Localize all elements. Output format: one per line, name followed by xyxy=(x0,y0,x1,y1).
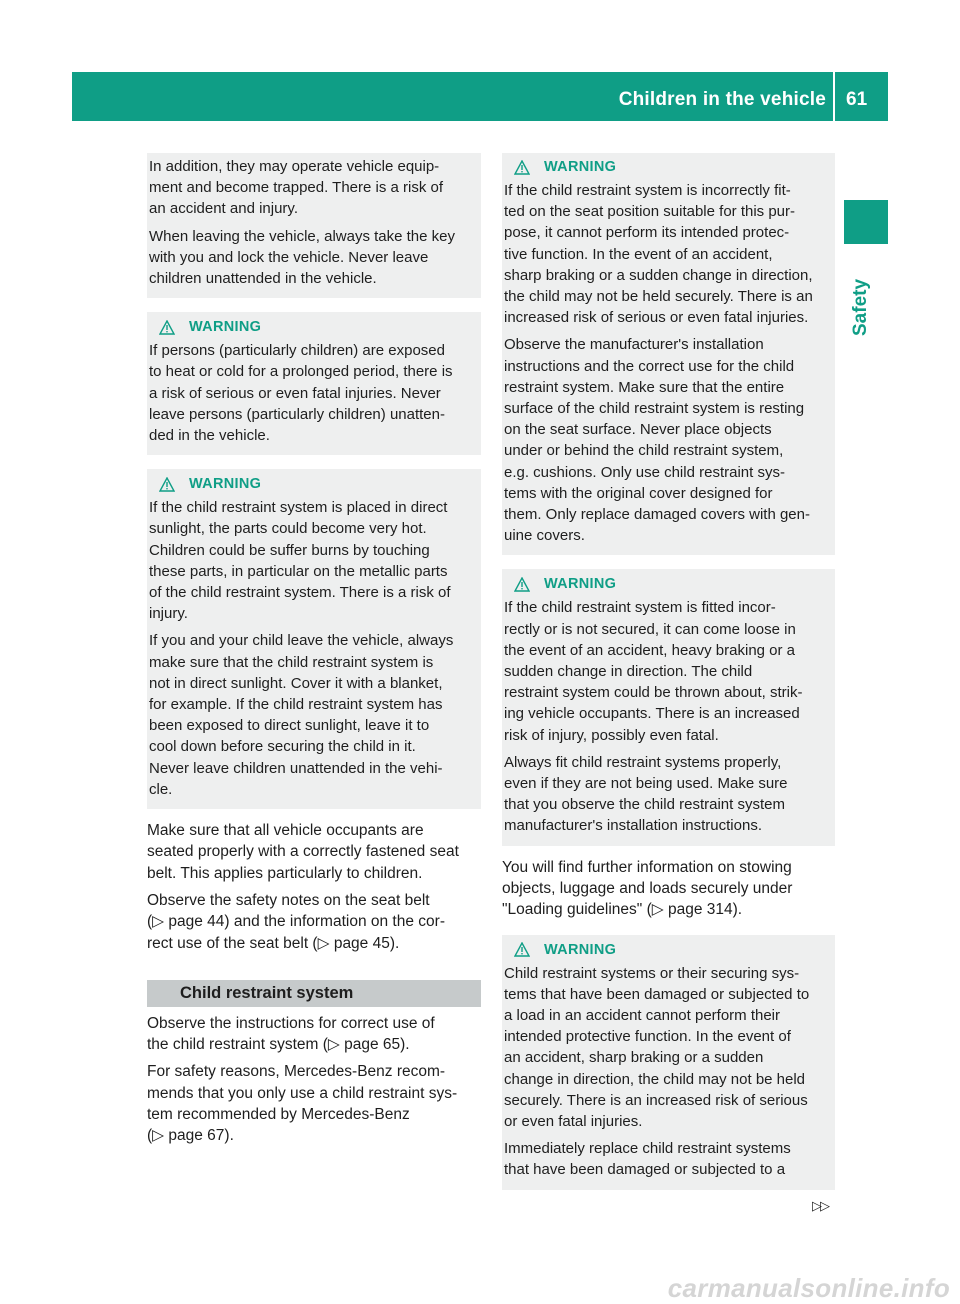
paragraph: Immediately replace child restraint systems that have been damaged or subjected to a xyxy=(504,1140,791,1179)
paragraph: When leaving the vehicle, always take the key with you and lock the vehicle. Never leave children unattended in the vehicle. xyxy=(149,227,455,288)
paragraph: If the child restraint system is fitted incor- rectly or is not secured, it can come loose in the event of an accident, heavy braking or a sudden change in direction. The child restraint system could be thrown about, strik- ing vehicle occupants. There is an increased risk of injury, possibly even fatal. xyxy=(504,599,803,744)
warning-header xyxy=(159,473,479,495)
warning-label: WARNING xyxy=(544,576,617,593)
paragraph: Always fit child restraint systems properly, even if they are not being used. Make sure that you observe the child restraint system manufacturer's installation instructions. xyxy=(504,753,788,835)
chapter-title: Children in the vehicle xyxy=(618,89,826,110)
paragraph: Observe the safety notes on the seat belt (▷ page 44) and the information on the cor- rect use of the seat belt (▷ page 45). xyxy=(147,891,445,952)
intro-note-box xyxy=(147,153,481,298)
watermark xyxy=(0,1271,960,1302)
warning-triangle-icon xyxy=(159,320,175,335)
paragraph: If the child restraint system is placed in direct sunlight, the parts could become very hot. Children could be suffer burns by touching these parts, in particular on the metallic parts of the child restraint system. There is a risk of injury. xyxy=(149,499,451,623)
warning-triangle-icon xyxy=(514,577,530,592)
paragraph: Observe the instructions for correct use of the child restraint system (▷ page 65). xyxy=(147,1014,435,1054)
paragraph: For safety reasons, Mercedes-Benz recom- mends that you only use a child restraint sys- tem recommended by Mercedes-Benz (▷ page 67). xyxy=(147,1063,458,1145)
header-divider xyxy=(833,72,835,121)
warning-box xyxy=(502,153,835,555)
page-number: 61 xyxy=(846,89,868,110)
warning-header xyxy=(159,316,479,338)
continue-arrow-icon: ▷▷ xyxy=(812,1198,828,1213)
warning-label: WARNING xyxy=(189,319,262,336)
paragraph: Observe the manufacturer's installation instructions and the correct use for the child restraint system. Make sure that the entire surface of the child restraint system is resting on the seat surface. Never place objects under or behind the child restraint system, e.g. cushions. Only use child restraint sys- tems with the original cover designed for them. Only replace damaged covers with gen- uine covers. xyxy=(504,336,810,545)
warning-box xyxy=(502,935,835,1190)
paragraph: Make sure that all vehicle occupants are seated properly with a correctly fastened seat belt. This applies particularly to children. xyxy=(147,822,459,882)
right-column xyxy=(502,153,835,1190)
warning-box xyxy=(147,469,481,809)
warning-header xyxy=(514,156,833,178)
paragraph: If persons (particularly children) are exposed to heat or cold for a prolonged period, there is a risk of serious or even fatal injuries. Never leave persons (particularly children) unatten- ded in the vehicle. xyxy=(149,342,453,445)
section-body xyxy=(147,1013,481,1147)
body-text xyxy=(502,857,835,921)
paragraph: In addition, they may operate vehicle equip- ment and become trapped. There is a risk of an accident and injury. xyxy=(149,158,444,218)
watermark-text: carmanualsonline.info xyxy=(667,1273,950,1303)
warning-label: WARNING xyxy=(189,476,262,493)
warning-header xyxy=(514,939,833,961)
side-tab-marker xyxy=(844,200,888,244)
paragraph: You will find further information on stowing objects, luggage and loads securely under "Loading guidelines" (▷ page 314). xyxy=(502,858,793,919)
warning-header xyxy=(514,573,833,595)
warning-triangle-icon xyxy=(514,942,530,957)
warning-label: WARNING xyxy=(544,941,617,958)
section-heading: Child restraint system xyxy=(147,980,481,1007)
left-column xyxy=(147,153,481,1153)
paragraph: Child restraint systems or their securing sys- tems that have been damaged or subjected to a load in an accident cannot perform their intended protective function. In the event of an accident, sharp braking or a sudden change in direction, the child may not be held securely. There is an increased risk of serious or even fatal injuries. xyxy=(504,964,810,1130)
warning-label: WARNING xyxy=(544,159,617,175)
paragraph: If the child restraint system is incorrectly fit- ted on the seat position suitable for this pur- pose, it cannot perform its intended protec- tive function. In the event of an accident, sharp braking or a sudden change in direction, the child may not be held securely. There is an increased risk of serious or even fatal injuries. xyxy=(504,182,813,327)
warning-triangle-icon xyxy=(159,477,175,492)
side-tab-label: Safety xyxy=(850,278,871,336)
paragraph: If you and your child leave the vehicle, always make sure that the child restraint system is not in direct sunlight. Cover it with a blanket, for example. If the child restraint system has been exposed to direct sunlight, leave it to cool down before securing the child in it. Never leave children unattended in the vehi- cle. xyxy=(149,632,454,798)
body-text xyxy=(147,820,481,954)
warning-box xyxy=(502,569,835,845)
warning-box xyxy=(147,312,481,455)
warning-triangle-icon xyxy=(514,160,530,175)
